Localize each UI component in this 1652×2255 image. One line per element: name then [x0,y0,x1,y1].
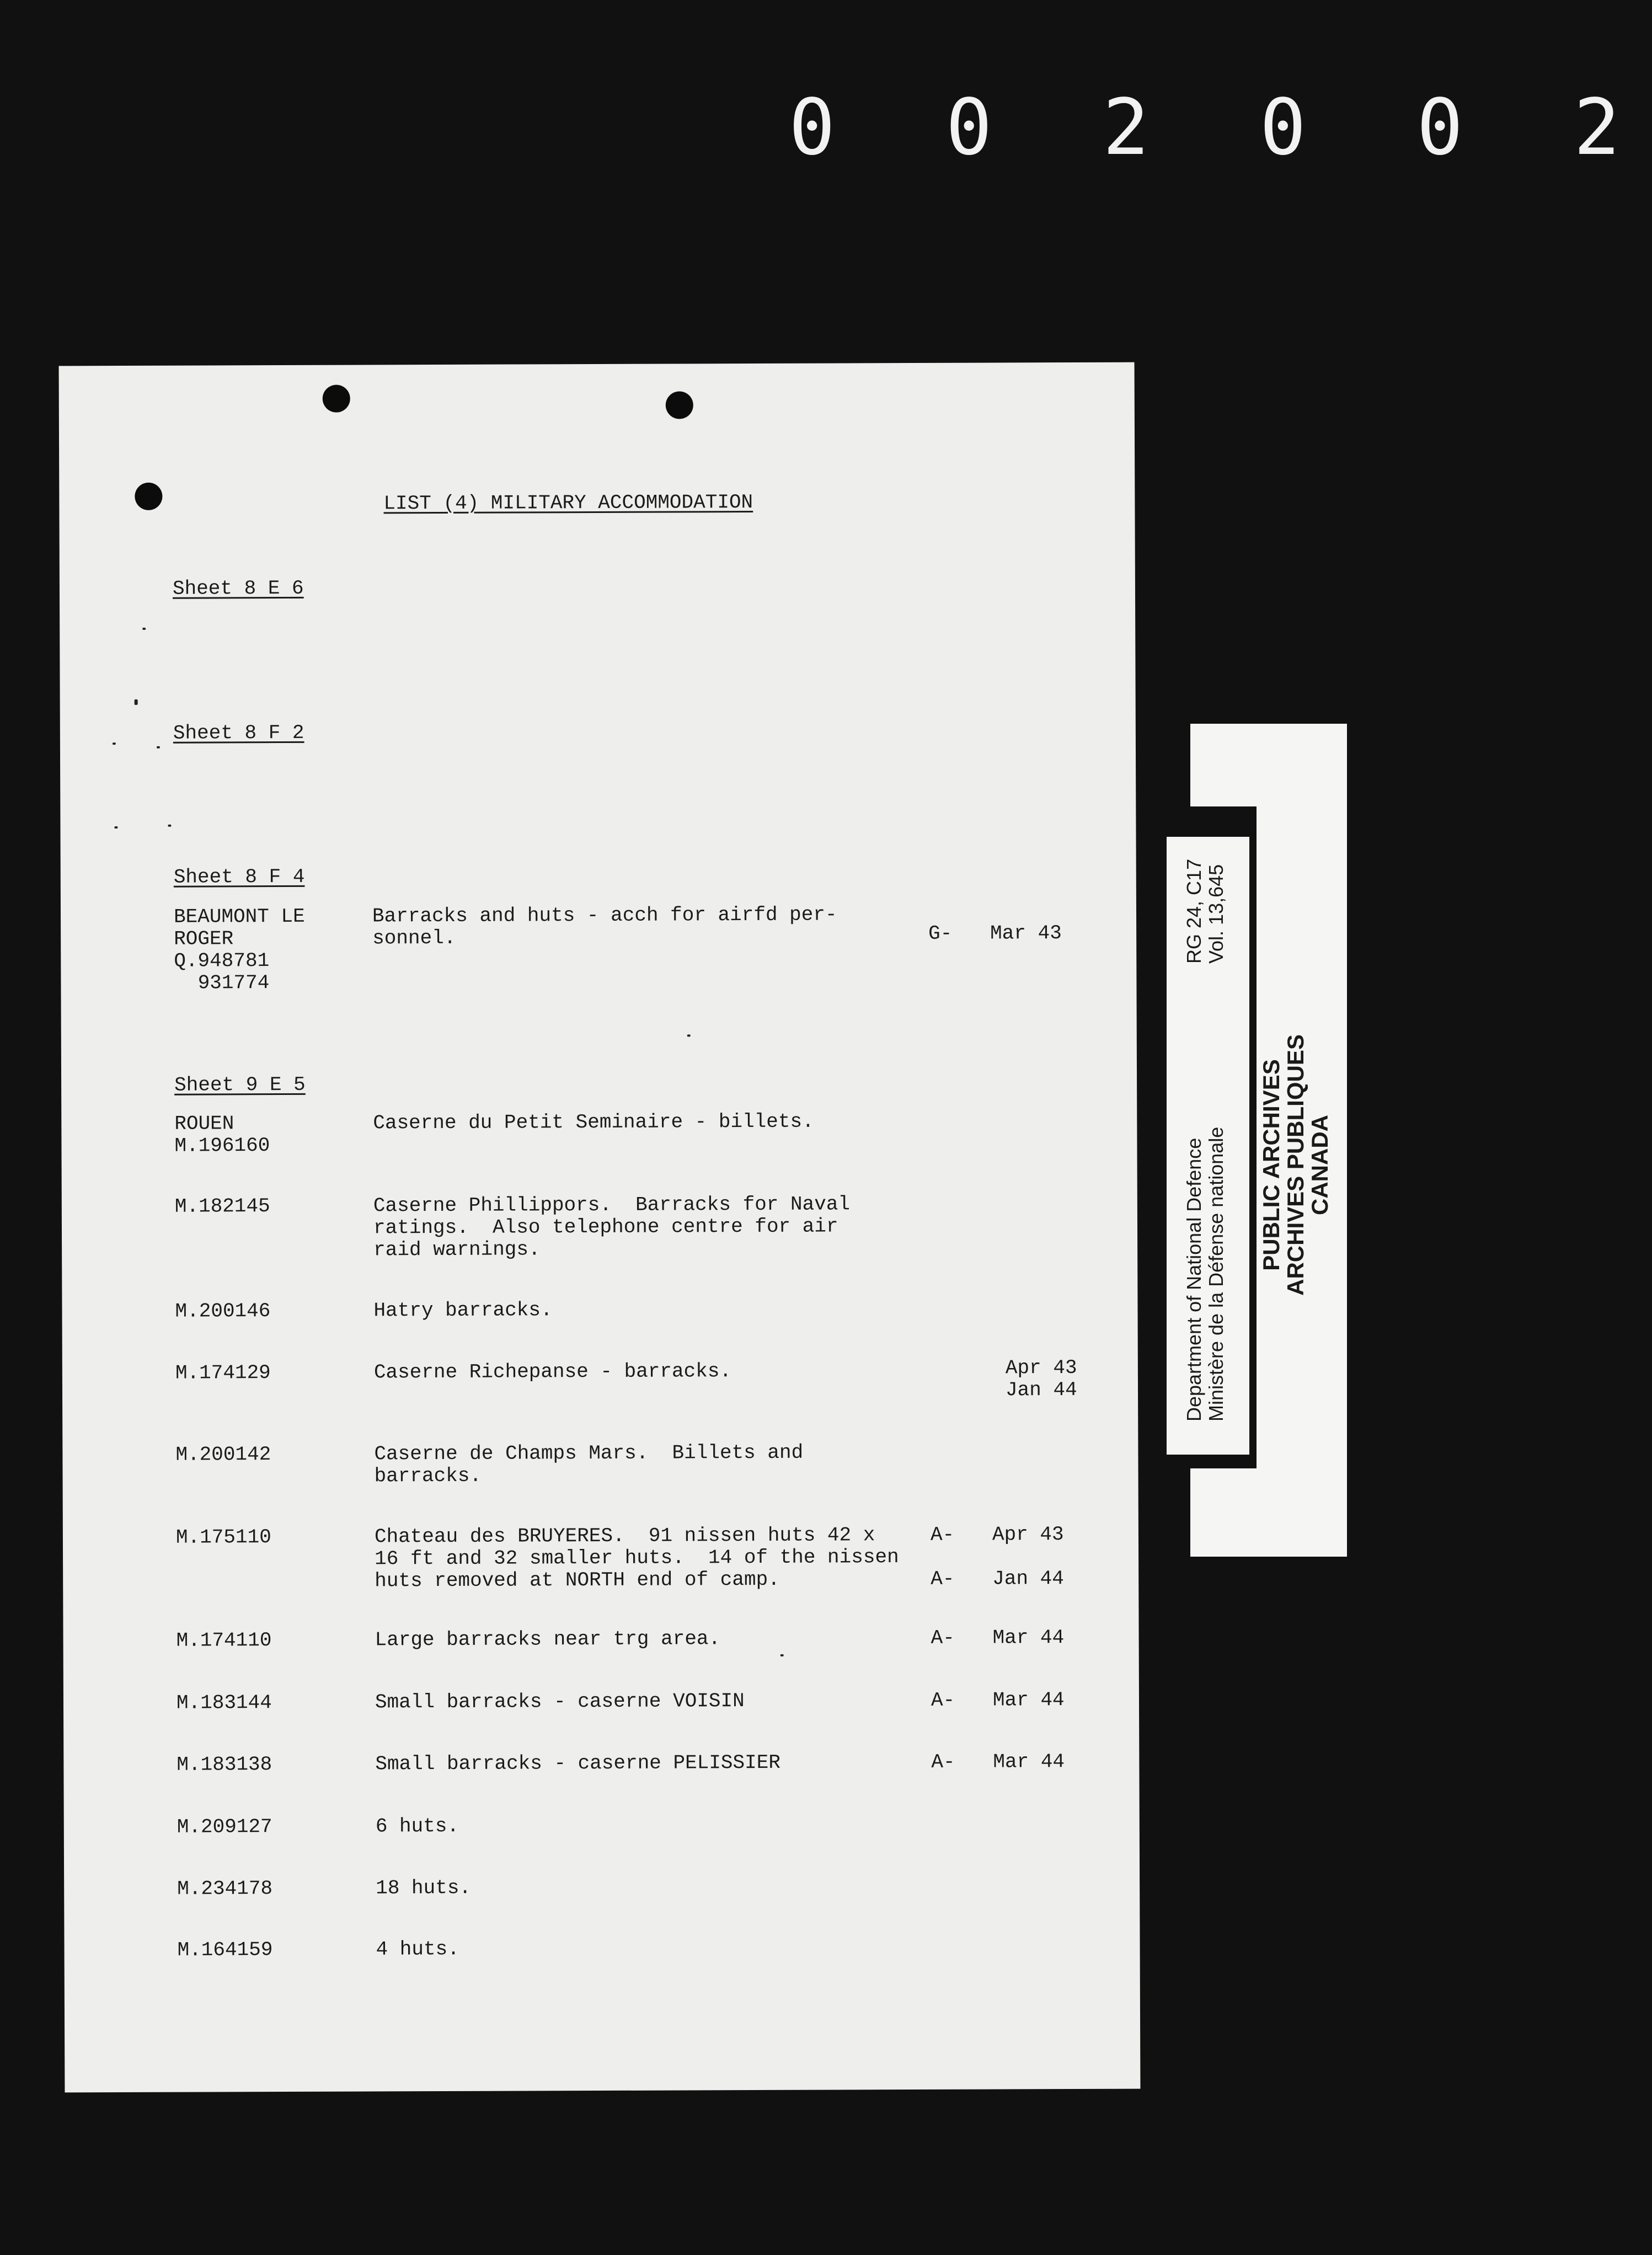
volume-number: Vol. 13,645 [1205,864,1227,964]
page-title: LIST (4) MILITARY ACCOMMODATION [383,491,753,515]
archive-name [1259,1011,1332,1319]
entry-reference: M.183138 [177,1753,272,1776]
frame-number: 0 0 2 0 0 2 [789,83,1652,173]
entry-reference: ROUEN M.196160 [174,1112,270,1157]
sheet-heading: Sheet 8 E 6 [172,576,304,600]
entry-grade: A- [931,1626,955,1649]
entry-description: 4 huts. [376,1937,459,1961]
ink-speck [780,1654,784,1656]
ink-speck [142,628,146,630]
entry-date: Mar 44 [992,1688,1065,1712]
archive-line-1: PUBLIC ARCHIVES [1258,1059,1284,1271]
entry-reference: M.182145 [174,1195,270,1218]
entry-description: Barracks and huts - acch for airfd per- sonnel. [372,903,837,950]
entry-grade: A- A- [930,1523,955,1590]
entry-reference: M.175110 [175,1526,271,1549]
entry-reference: M.174129 [175,1361,271,1385]
archive-line-3: CANADA [1307,1115,1333,1215]
entry-date: Mar 44 [993,1750,1065,1773]
ink-speck [113,742,116,745]
department-en: Department of National Defence [1183,1137,1205,1422]
entry-reference: M.183144 [176,1691,272,1714]
ink-speck [157,746,160,749]
entry-date: Apr 43 Jan 44 [1005,1356,1077,1402]
entry-reference: M.174110 [176,1629,272,1652]
entry-date: Apr 43 Jan 44 [992,1523,1064,1590]
entry-grade: A- [931,1750,955,1773]
entry-grade: A- [931,1688,955,1712]
entry-description: Caserne du Petit Seminaire - billets. [373,1110,814,1135]
entry-description: Small barracks - caserne VOISIN [375,1690,745,1714]
entry-grade: G- [928,922,953,945]
punch-hole [323,385,350,413]
entry-description: Large barracks near trg area. [375,1627,721,1652]
sheet-heading: Sheet 9 E 5 [174,1073,306,1097]
record-group-label [1183,859,1227,964]
department-fr: Ministère de la Défense nationale [1205,1126,1227,1422]
entry-reference: M.209127 [177,1815,272,1839]
sheet-heading: Sheet 8 F 4 [173,865,305,889]
entry-reference: M.234178 [177,1877,273,1900]
department-label [1183,1127,1227,1422]
entry-description: Small barracks - caserne PELISSIER [375,1751,780,1776]
entry-description: 6 huts. [375,1814,459,1838]
ink-speck [687,1034,691,1036]
entry-reference: M.164159 [177,1938,273,1962]
document-page [59,362,1141,2093]
ink-speck [114,826,117,829]
entry-reference: M.200142 [175,1443,271,1466]
entry-reference: BEAUMONT LE ROGER Q.948781 931774 [173,905,305,995]
entry-description: Chateau des BRUYERES. 91 nissen huts 42 x 16 ft and 32 smaller huts. 14 of the nissen huts removed at NORTH end of camp. [374,1524,899,1593]
record-group: RG 24, C17 [1183,858,1205,964]
entry-description: Caserne Phillippors. Barracks for Naval ratings. Also telephone centre for air raid warnings. [373,1193,851,1262]
sheet-heading: Sheet 8 F 2 [173,721,304,745]
punch-hole [666,391,693,419]
punch-hole [135,483,162,510]
entry-description: 18 huts. [376,1876,472,1900]
ink-speck [168,825,171,827]
archive-line-2: ARCHIVES PUBLIQUES [1282,1034,1308,1296]
entry-description: Caserne Richepanse - barracks. [373,1360,732,1384]
reference-label [1167,834,1249,1457]
entry-date: Mar 44 [992,1626,1065,1649]
entry-description: Hatry barracks. [373,1299,553,1322]
entry-reference: M.200146 [175,1300,271,1323]
entry-date: Mar 43 [990,922,1062,945]
entry-description: Caserne de Champs Mars. Billets and barracks. [374,1441,804,1488]
ink-speck [135,699,138,705]
